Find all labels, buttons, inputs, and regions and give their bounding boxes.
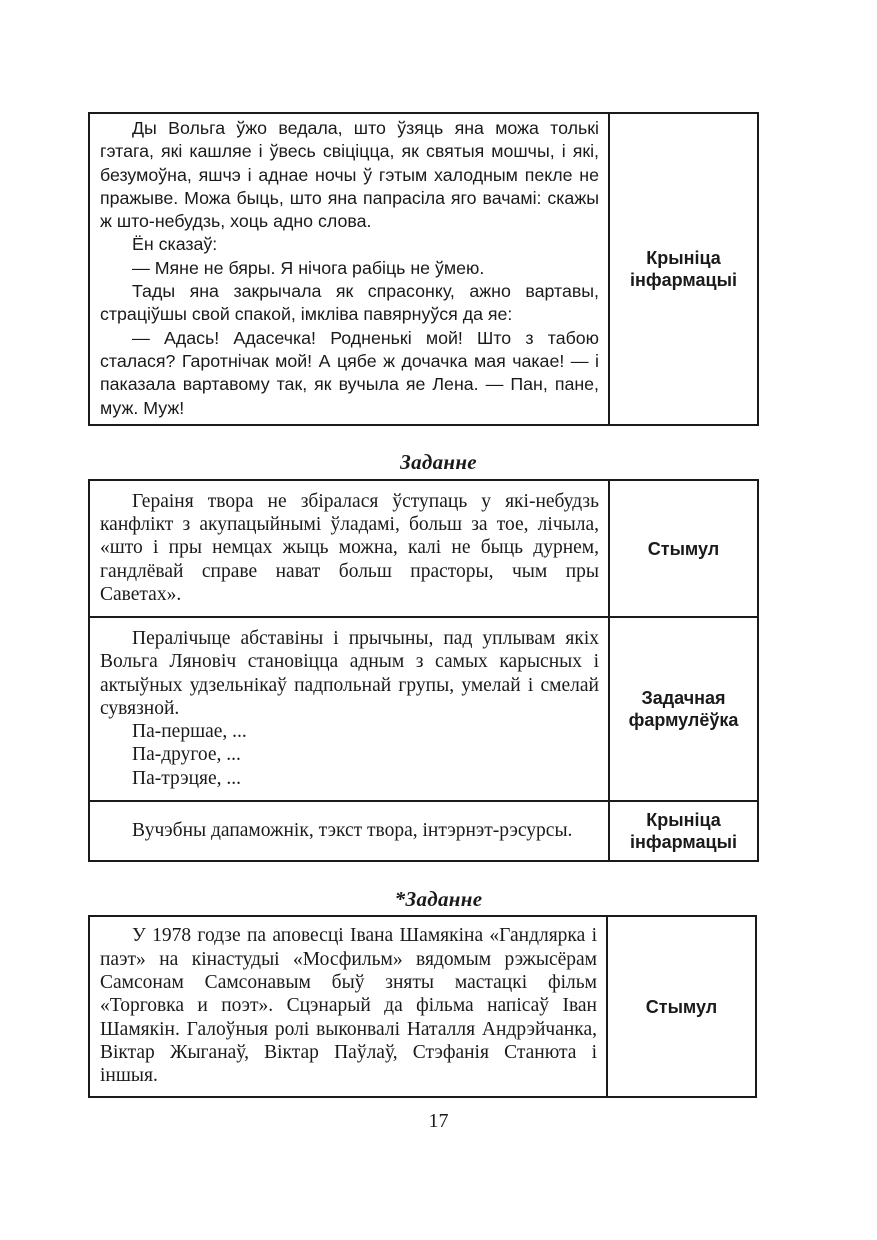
task-item: Па-трэцяе, ... <box>132 767 242 789</box>
stimulus-text-cell <box>89 480 609 617</box>
film-text-cell <box>89 916 607 1097</box>
film-text: У 1978 годзе па аповесці Івана Шамякіна «Гандлярка і паэт» на кінастудыі «Мосфильм» вядомым рэжысёрам Самсонам Самсонавым быў зняты мастацкі фільм «Торговка и поэт». Сцэнарый да фільма напісаў Іван Шамякін. Галоўныя ролі выконвалі Наталля Андрэйчанка, Віктар Жыганаў, Віктар Паўлаў, Стэфанія Станюта і іншыя. <box>100 925 597 1087</box>
source-label: Крыніца інфармацыі <box>609 113 758 425</box>
task-table <box>88 479 759 862</box>
stimulus-label: Стымул <box>607 916 756 1097</box>
task-label: Задачная фармулёўка <box>609 617 758 801</box>
excerpt-paragraph: — Мяне не бяры. Я нічога рабіць не ўмею. <box>132 257 485 278</box>
optional-task-table <box>88 915 757 1098</box>
stimulus-text: Гераіня твора не збіралася ўступаць у які-небудзь канфлікт з акупацыйнымі ўладамі, больш за тое, лічыла, «што і пры немцах жыць можна, калі не быць дурнем, гандлёвай справе нават больш прасторы, чым пры Саветах». <box>100 490 599 605</box>
task-heading: Заданне <box>400 450 477 474</box>
excerpt-paragraph: Ён сказаў: <box>132 234 218 255</box>
task-text: Пералічыце абставіны і прычыны, пад уплывам якіх Вольга Ляновіч становіцца адным з самых карысных і актыўных удзельнікаў падпольнай групы, умелай і смелай сувязной. <box>100 627 599 719</box>
stimulus-label: Стымул <box>609 480 758 617</box>
source-text-cell <box>89 801 609 861</box>
excerpt-paragraph: Тады яна закрычала як спрасонку, ажно вартавы, страціўшы свой спакой, імкліва павярнуўся да яе: <box>100 281 599 325</box>
excerpt-paragraph: Ды Вольга ўжо ведала, што ўзяць яна можа толькі гэтага, які кашляе і ўвесь свіціцца, як святыя мошчы, і які, безумоўна, яшчэ і аднае ночы ў гэтым халодным пекле не пражыве. Можа быць, што яна папрасіла яго вачамі: скажы ж што-небудзь, хоць адно слова. <box>100 118 599 232</box>
source-text: Вучэбны дапаможнік, тэкст твора, інтэрнэт-рэсурсы. <box>132 819 573 841</box>
page-number: 17 <box>428 1110 449 1132</box>
task-item: Па-першае, ... <box>132 721 247 743</box>
source-excerpt-table <box>88 112 759 426</box>
excerpt-text-cell <box>89 113 609 425</box>
excerpt-paragraph: — Адась! Адасечка! Родненькі мой! Што з табою сталася? Гаротнічак мой! А цябе ж дочачка мая чакае! — і паказала вартавому так, як вучыла яе Лена. — Пан, пане, муж. Муж! <box>100 327 599 418</box>
source-label: Крыніца інфармацыі <box>609 801 758 861</box>
optional-task-heading: *Заданне <box>394 887 483 911</box>
task-text-cell <box>89 617 609 801</box>
task-item: Па-другое, ... <box>132 744 241 766</box>
